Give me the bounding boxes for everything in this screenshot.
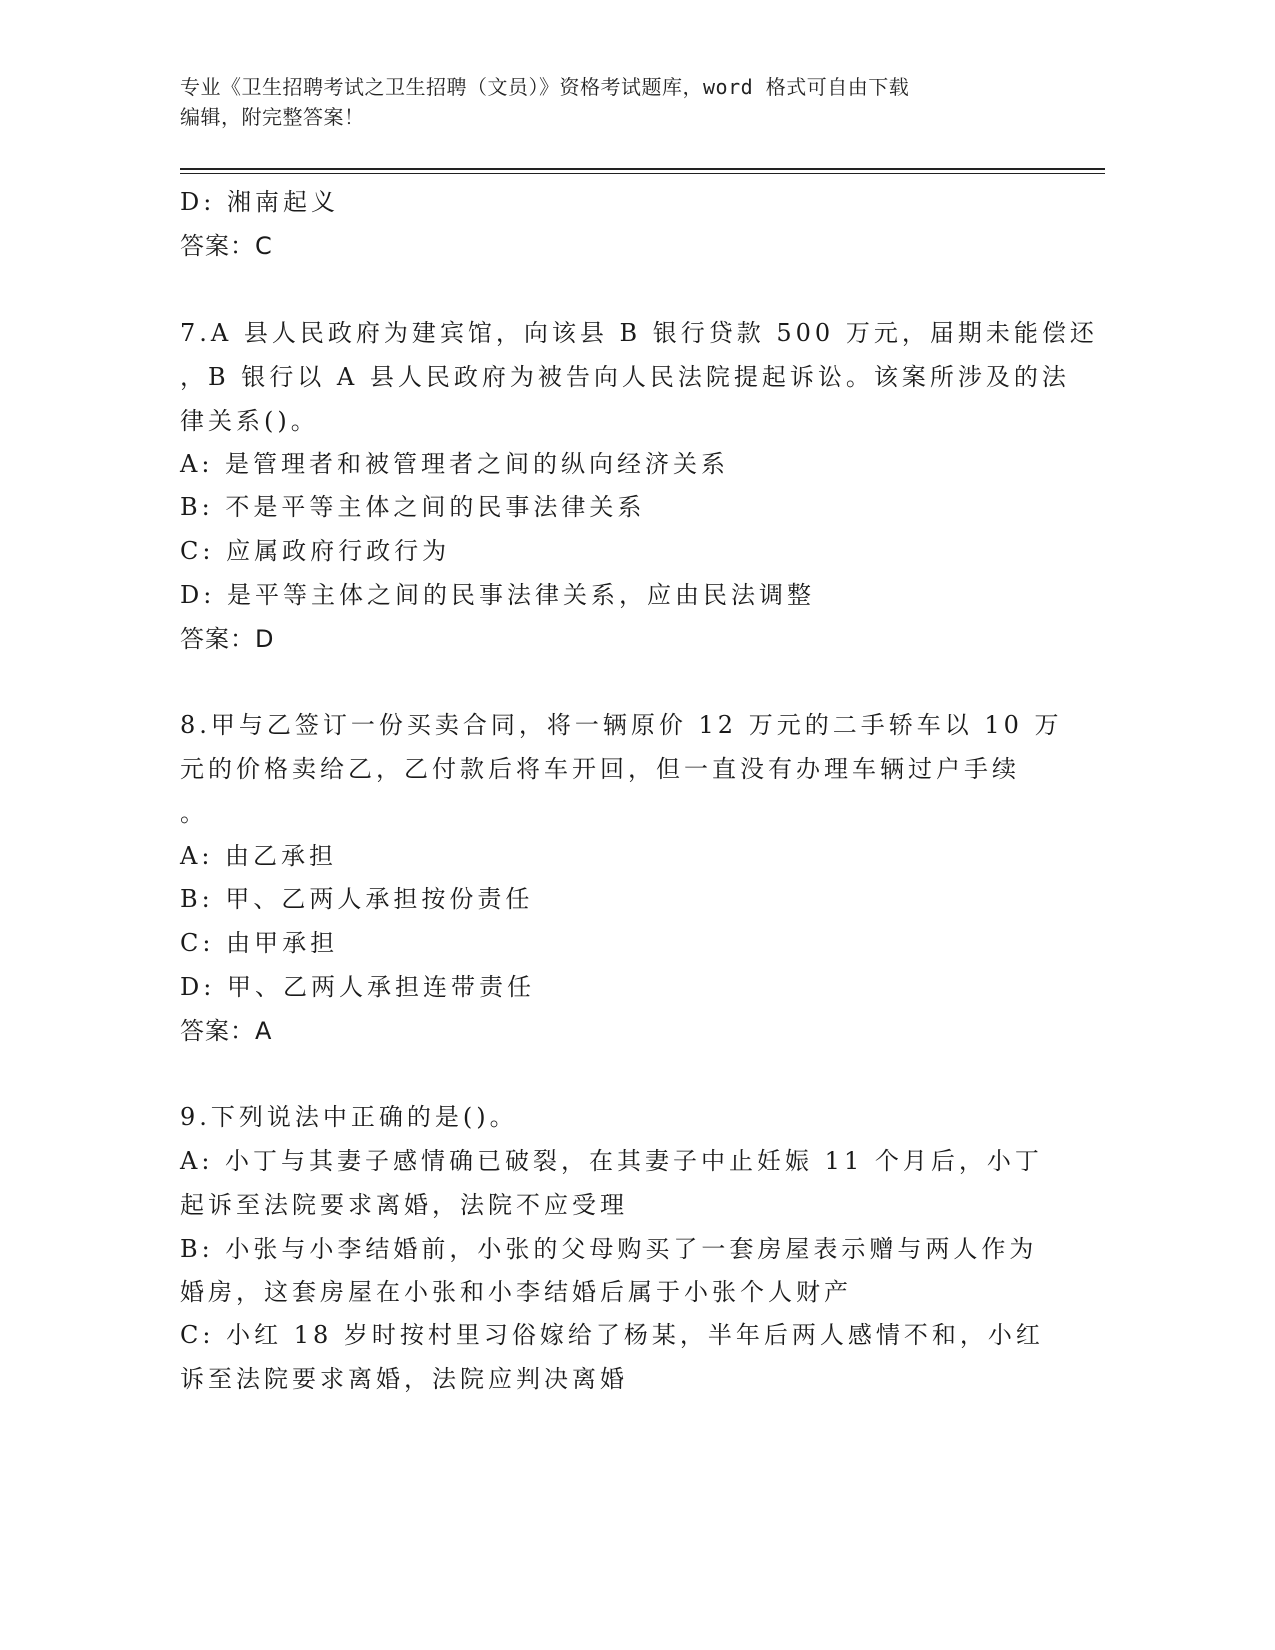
q7-option-a: A: 是管理者和被管理者之间的纵向经济关系 (180, 450, 730, 478)
header-line-2: 编辑，附完整答案！ (180, 105, 365, 129)
q9-option-a-line-2: 起诉至法院要求离婚，法院不应受理 (180, 1191, 628, 1219)
q7-stem-line-3: 律关系()。 (180, 407, 319, 435)
q8-option-a: A: 由乙承担 (180, 842, 338, 870)
q9-option-c-line-2: 诉至法院要求离婚，法院应判决离婚 (180, 1365, 628, 1393)
q7-option-c: C: 应属政府行政行为 (180, 537, 451, 565)
q8-stem-line-2: 元的价格卖给乙，乙付款后将车开回，但一直没有办理车辆过户手续 (180, 755, 1020, 783)
q7-stem-line-1: 7.A 县人民政府为建宾馆，向该县 B 银行贷款 500 万元，届期未能偿还 (180, 319, 1098, 347)
q9-option-b-line-1: B: 小张与小李结婚前，小张的父母购买了一套房屋表示赠与两人作为 (180, 1235, 1038, 1263)
q8-option-d: D: 甲、乙两人承担连带责任 (180, 973, 535, 1001)
q9-stem: 9.下列说法中正确的是()。 (180, 1103, 518, 1131)
document-header (180, 72, 1110, 132)
q9-option-b-line-2: 婚房，这套房屋在小张和小李结婚后属于小张个人财产 (180, 1278, 852, 1306)
q7-stem-line-2: ，B 银行以 A 县人民政府为被告向人民法院提起诉讼。该案所涉及的法 (180, 363, 1070, 391)
q7-option-d: D: 是平等主体之间的民事法律关系，应由民法调整 (180, 581, 815, 609)
q8-answer: 答案：A (180, 1017, 273, 1045)
header-line-1: 专业《卫生招聘考试之卫生招聘（文员）》资格考试题库，word 格式可自由下载 (180, 75, 910, 99)
q7-option-b: B: 不是平等主体之间的民事法律关系 (180, 493, 646, 521)
q8-option-c: C: 由甲承担 (180, 929, 339, 957)
q9-option-c-line-1: C: 小红 18 岁时按村里习俗嫁给了杨某，半年后两人感情不和，小红 (180, 1321, 1044, 1349)
q8-stem-line-3: 。 (180, 799, 208, 827)
header-divider (180, 168, 1105, 170)
header-divider-thin (180, 173, 1105, 174)
q8-stem-line-1: 8.甲与乙签订一份买卖合同，将一辆原价 12 万元的二手轿车以 10 万 (180, 711, 1063, 739)
q7-answer: 答案：D (180, 625, 275, 653)
q6-option-d: D: 湘南起义 (180, 188, 339, 216)
q8-option-b: B: 甲、乙两人承担按份责任 (180, 885, 534, 913)
q6-answer: 答案：C (180, 232, 273, 260)
q9-option-a-line-1: A: 小丁与其妻子感情确已破裂，在其妻子中止妊娠 11 个月后，小丁 (180, 1147, 1043, 1175)
